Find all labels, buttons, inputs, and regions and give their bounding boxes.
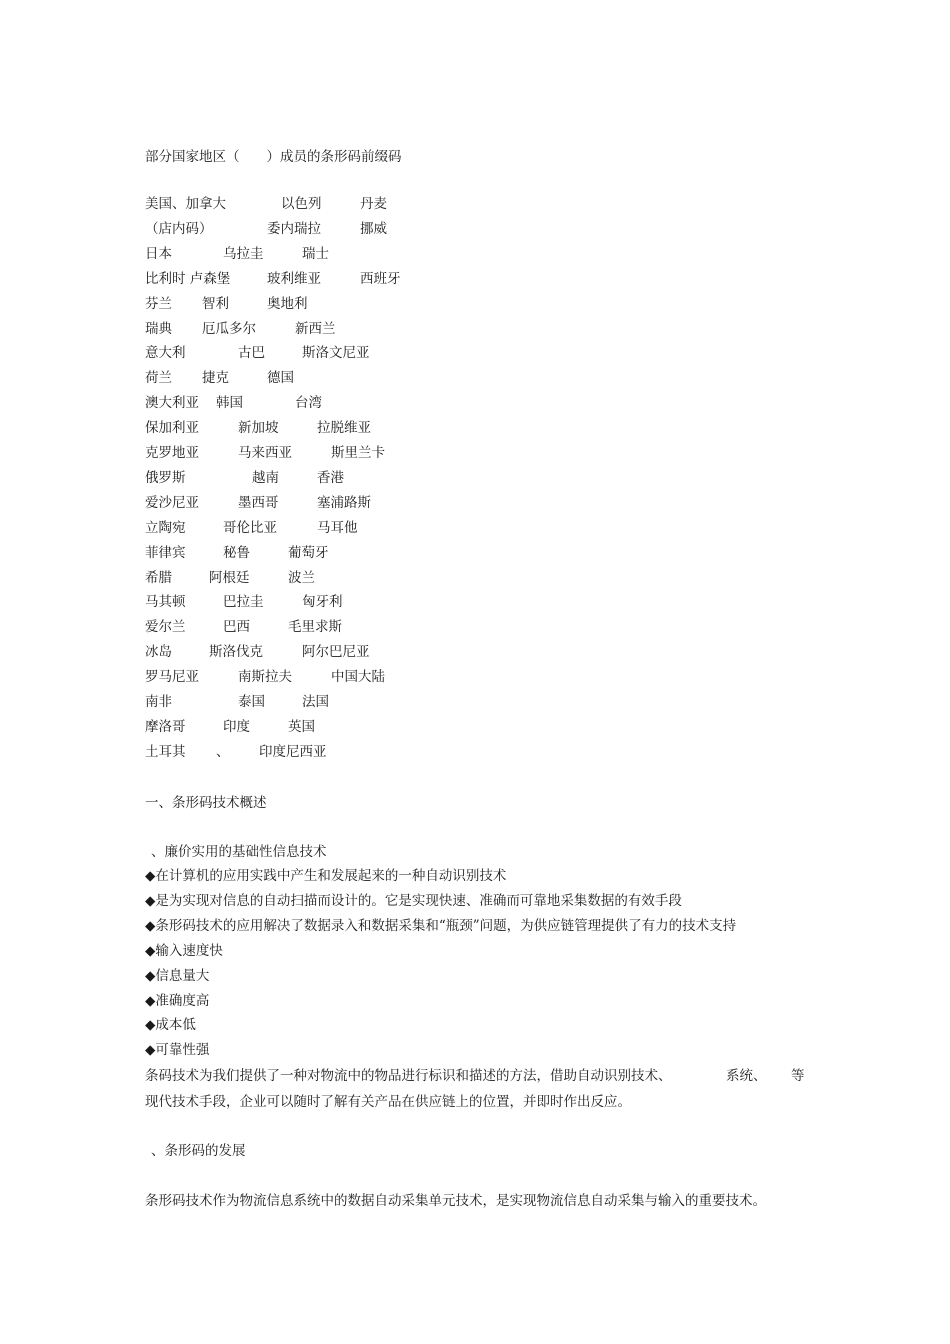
country-cell: 斯洛文尼亚 bbox=[302, 345, 370, 362]
country-row bbox=[145, 443, 810, 463]
country-cell: 玻利维亚 bbox=[267, 270, 321, 287]
country-cell: 中国大陆 bbox=[331, 669, 385, 686]
country-cell: 菲律宾 bbox=[145, 544, 186, 561]
paragraph-segment: 系统、 bbox=[726, 1068, 767, 1084]
country-cell: 荷兰 bbox=[145, 370, 172, 387]
country-row bbox=[145, 294, 810, 314]
country-row bbox=[145, 568, 810, 588]
country-cell: 委内瑞拉 bbox=[267, 220, 321, 237]
country-cell: 保加利亚 bbox=[145, 420, 199, 437]
country-cell: 印度尼西亚 bbox=[259, 743, 327, 760]
country-cell: 厄瓜多尔 bbox=[202, 320, 256, 337]
country-cell: 法国 bbox=[302, 694, 329, 710]
country-cell: 乌拉圭 bbox=[223, 245, 264, 262]
country-row bbox=[145, 244, 810, 264]
paragraph-development: 条形码技术作为物流信息系统中的数据自动采集单元技术，是实现物流信息自动采集与输入的重要技术。 bbox=[145, 1193, 766, 1209]
feature-bullet: ◆输入速度快 bbox=[145, 942, 223, 959]
country-cell: 瑞典 bbox=[145, 320, 172, 337]
country-row bbox=[145, 717, 810, 737]
subsection-heading-basic-tech: 、廉价实用的基础性信息技术 bbox=[151, 844, 327, 860]
country-row bbox=[145, 617, 810, 637]
country-row bbox=[145, 343, 810, 363]
country-cell: 爱沙尼亚 bbox=[145, 494, 199, 511]
country-cell: 拉脱维亚 bbox=[317, 420, 371, 437]
country-cell: 巴西 bbox=[223, 619, 250, 636]
country-cell: 意大利 bbox=[145, 345, 186, 362]
page-title: 部分国家地区（ ）成员的条形码前缀码 bbox=[145, 149, 402, 165]
section-heading-overview: 一、条形码技术概述 bbox=[145, 795, 267, 811]
country-cell: 哥伦比亚 bbox=[223, 519, 277, 536]
country-cell: 墨西哥 bbox=[238, 494, 279, 511]
country-cell: 瑞士 bbox=[302, 245, 329, 262]
country-cell: 摩洛哥 bbox=[145, 718, 186, 735]
country-cell: 芬兰 bbox=[145, 295, 172, 312]
country-cell: 德国 bbox=[267, 370, 294, 387]
country-cell: 泰国 bbox=[238, 694, 265, 710]
country-cell: 越南 bbox=[252, 469, 279, 486]
country-cell: 美国、加拿大 bbox=[145, 196, 226, 212]
country-row bbox=[145, 194, 810, 214]
country-row bbox=[145, 418, 810, 438]
country-cell: 冰岛 bbox=[145, 644, 172, 661]
country-cell: 罗马尼亚 bbox=[145, 669, 199, 686]
feature-bullet: ◆是为实现对信息的自动扫描而设计的。它是实现快速、准确而可靠地采集数据的有效手段 bbox=[145, 892, 682, 909]
country-cell: 波兰 bbox=[288, 569, 315, 586]
country-cell: 马来西亚 bbox=[238, 445, 292, 461]
country-cell: 斯里兰卡 bbox=[331, 445, 385, 461]
country-cell: 爱尔兰 bbox=[145, 619, 186, 636]
subsection-heading-development: 、条形码的发展 bbox=[151, 1143, 246, 1159]
country-cell: 匈牙利 bbox=[302, 594, 343, 611]
country-row bbox=[145, 692, 810, 712]
country-cell: 塞浦路斯 bbox=[317, 494, 371, 511]
country-cell: 斯洛伐克 bbox=[209, 644, 263, 661]
feature-bullet: ◆在计算机的应用实践中产生和发展起来的一种自动识别技术 bbox=[145, 868, 507, 884]
country-row bbox=[145, 642, 810, 662]
country-row bbox=[145, 493, 810, 513]
paragraph-segment: 等 bbox=[791, 1068, 805, 1084]
country-cell: 巴拉圭 bbox=[223, 594, 264, 611]
country-row bbox=[145, 742, 810, 762]
country-cell: 香港 bbox=[317, 469, 344, 486]
country-row bbox=[145, 592, 810, 612]
country-row bbox=[145, 667, 810, 687]
country-cell: 奥地利 bbox=[267, 295, 308, 312]
country-row bbox=[145, 468, 810, 488]
country-cell: 马其顿 bbox=[145, 594, 186, 611]
country-cell: 马耳他 bbox=[317, 519, 358, 536]
country-cell: 英国 bbox=[288, 718, 315, 735]
country-cell: （店内码） bbox=[145, 220, 213, 237]
country-cell: 丹麦 bbox=[360, 196, 387, 212]
feature-bullet: ◆信息量大 bbox=[145, 967, 210, 984]
paragraph-segment: 条码技术为我们提供了一种对物流中的物品进行标识和描述的方法，借助自动识别技术、 bbox=[145, 1068, 672, 1084]
feature-bullet: ◆可靠性强 bbox=[145, 1042, 210, 1059]
country-cell: 古巴 bbox=[238, 345, 265, 362]
country-cell: 毛里求斯 bbox=[288, 619, 342, 636]
country-cell: 台湾 bbox=[295, 395, 322, 412]
country-row bbox=[145, 219, 810, 239]
country-cell: 土耳其 bbox=[145, 743, 186, 760]
country-row bbox=[145, 269, 810, 289]
country-cell: 希腊 bbox=[145, 569, 172, 586]
country-cell: 新西兰 bbox=[295, 320, 336, 337]
country-cell: 智利 bbox=[202, 295, 229, 312]
country-cell: 挪威 bbox=[360, 220, 387, 237]
paragraph-barcode-intro-line2: 现代技术手段，企业可以随时了解有关产品在供应链上的位置，并即时作出反应。 bbox=[145, 1094, 631, 1110]
country-cell: 比利时 卢森堡 bbox=[145, 270, 231, 287]
country-row bbox=[145, 393, 810, 413]
country-cell: 韩国 bbox=[216, 395, 243, 412]
country-cell: 新加坡 bbox=[238, 420, 279, 437]
country-cell: 秘鲁 bbox=[223, 544, 250, 561]
country-cell: 西班牙 bbox=[360, 270, 401, 287]
country-cell: 阿尔巴尼亚 bbox=[302, 644, 370, 661]
feature-bullet: ◆准确度高 bbox=[145, 992, 210, 1009]
country-cell: 葡萄牙 bbox=[288, 544, 329, 561]
country-row bbox=[145, 518, 810, 538]
country-cell: 俄罗斯 bbox=[145, 469, 186, 486]
country-row bbox=[145, 368, 810, 388]
country-row bbox=[145, 543, 810, 563]
country-cell: 克罗地亚 bbox=[145, 445, 199, 461]
country-cell: 、 bbox=[216, 743, 230, 760]
country-cell: 南斯拉夫 bbox=[238, 669, 292, 686]
country-cell: 澳大利亚 bbox=[145, 395, 199, 412]
country-cell: 立陶宛 bbox=[145, 519, 186, 536]
feature-bullet: ◆条形码技术的应用解决了数据录入和数据采集和“瓶颈”问题，为供应链管理提供了有力的技术支持 bbox=[145, 917, 737, 934]
country-row bbox=[145, 319, 810, 339]
country-cell: 以色列 bbox=[281, 196, 322, 212]
country-cell: 捷克 bbox=[202, 370, 229, 387]
feature-bullet: ◆成本低 bbox=[145, 1017, 196, 1034]
country-cell: 日本 bbox=[145, 245, 172, 262]
country-cell: 南非 bbox=[145, 694, 172, 710]
country-cell: 阿根廷 bbox=[209, 569, 250, 586]
country-cell: 印度 bbox=[223, 718, 250, 735]
